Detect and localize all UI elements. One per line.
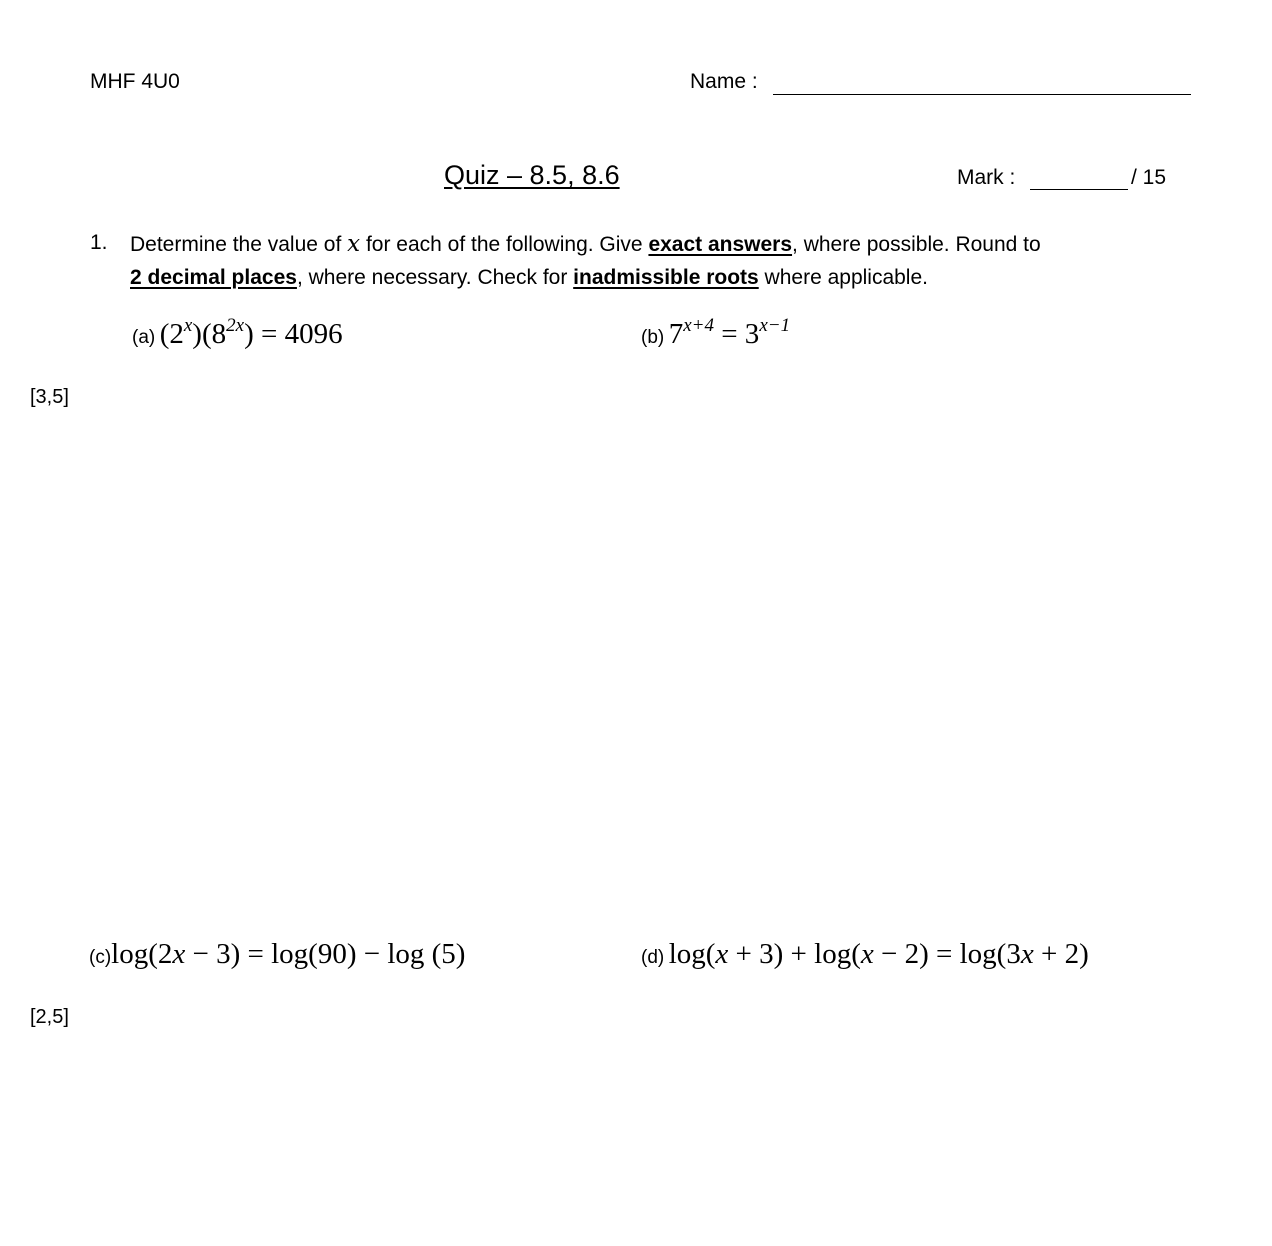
name-field-line[interactable] (773, 94, 1191, 95)
marks-allocation-ab: [3,5] (30, 386, 69, 408)
emphasis-inadmissible-roots: inadmissible roots (573, 266, 759, 289)
course-code: MHF 4U0 (90, 70, 180, 93)
part-c-equation: log(2x − 3) = log(90) − log (5) (111, 938, 466, 970)
mark-field-line[interactable] (1030, 189, 1128, 190)
part-d-equation: log(x + 3) + log(x − 2) = log(3x + 2) (668, 938, 1089, 970)
part-a-label: (a) (132, 327, 156, 348)
part-c-label: (c) (89, 947, 112, 968)
mark-total: / 15 (1131, 166, 1167, 189)
part-a-equation: $(2^x)(8^{2x}) = 4096$ (159, 315, 343, 350)
variable-x: x (347, 231, 361, 257)
part-d-label: (d) (641, 947, 665, 968)
part-b-equation: $7^{x+4} = 3^{x-1}$ (668, 315, 791, 350)
marks-allocation-cd: [2,5] (30, 1006, 69, 1028)
name-label: Name : (690, 70, 758, 93)
part-c (89, 938, 465, 971)
page-title: Quiz – 8.5, 8.6 (444, 160, 620, 190)
part-b (641, 315, 791, 351)
question-instructions-line-1: Determine the value of x for each of the following. Give exact answers, where possible. Round to (130, 231, 1041, 257)
mark-label: Mark : (957, 166, 1016, 189)
emphasis-exact-answers: exact answers (648, 233, 793, 256)
part-b-label: (b) (641, 327, 665, 348)
question-number: 1. (90, 231, 108, 254)
part-d (641, 938, 1089, 971)
question-instructions-line-2: 2 decimal places, where necessary. Check for inadmissible roots where applicable. (130, 266, 928, 289)
emphasis-decimal-places: 2 decimal places (130, 266, 297, 289)
part-a (132, 315, 343, 351)
